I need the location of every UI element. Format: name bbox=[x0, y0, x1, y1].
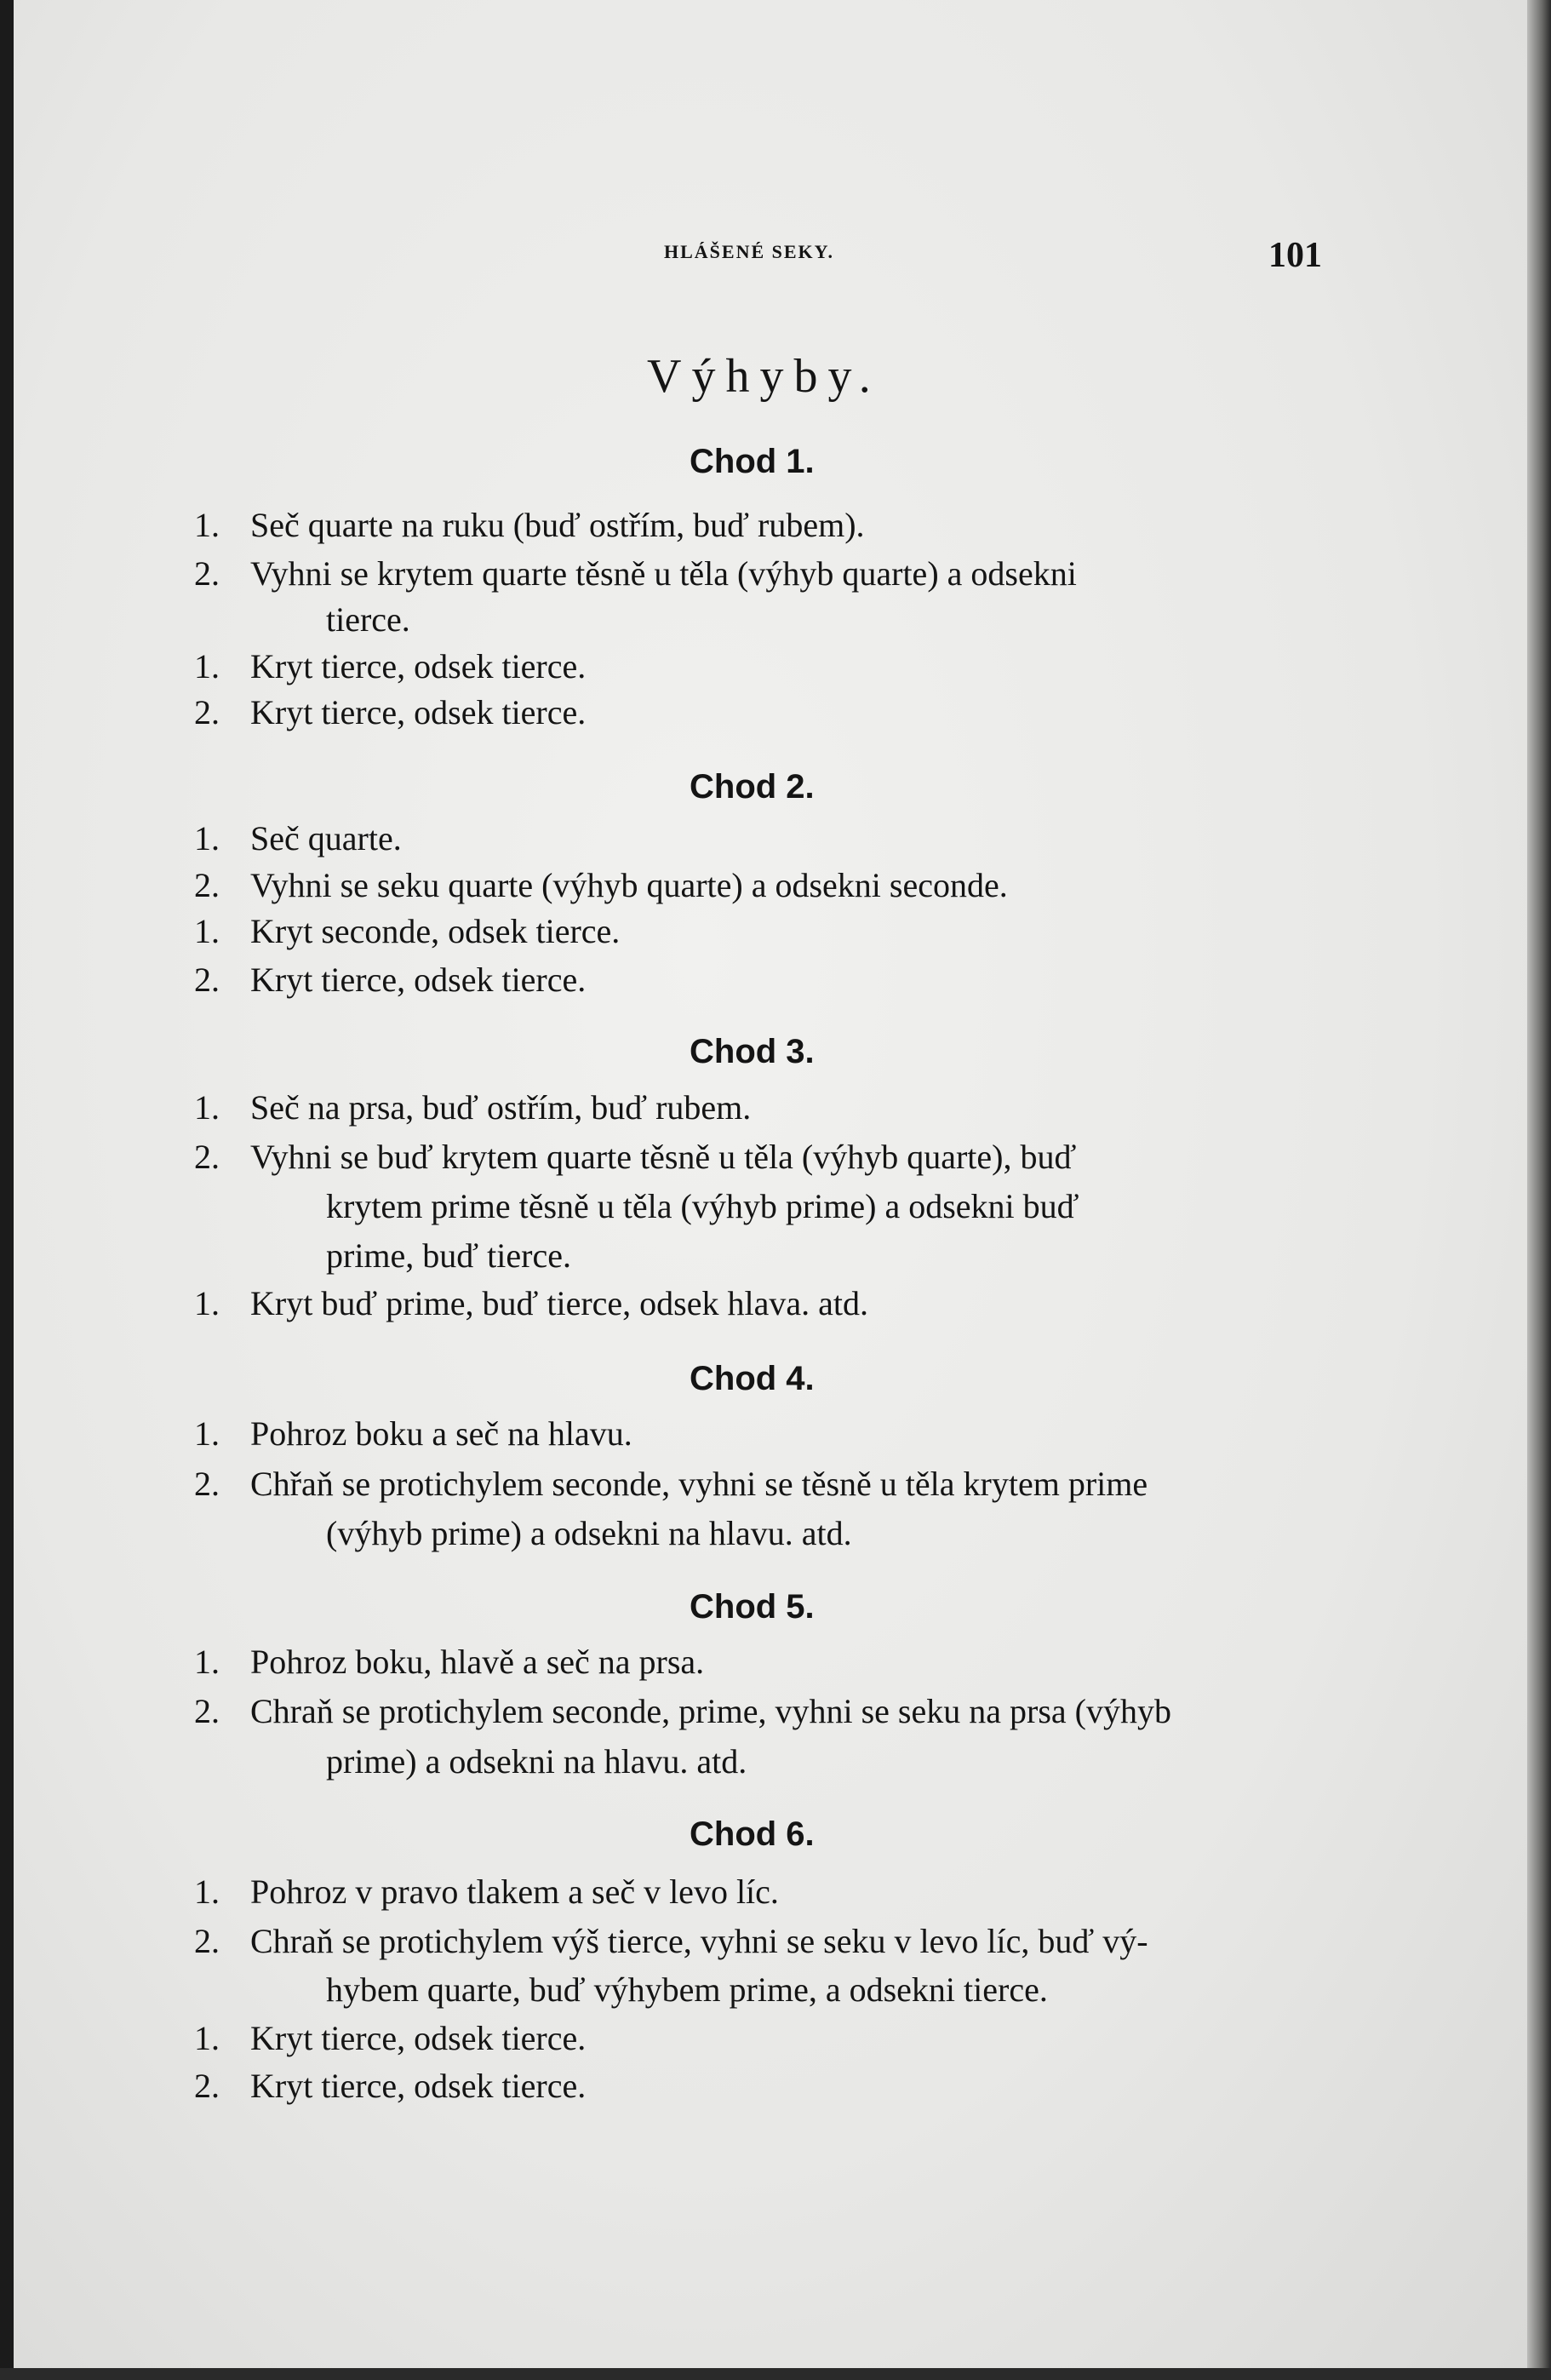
item-continuation: prime, buď tierce. bbox=[326, 1236, 571, 1275]
list-item bbox=[194, 1867, 1326, 1916]
page-left-edge bbox=[0, 0, 14, 2380]
list-item bbox=[194, 2014, 1326, 2062]
list-item bbox=[194, 861, 1326, 909]
item-continuation: krytem prime těsně u těla (výhyb prime) a odsekni buď bbox=[326, 1187, 1079, 1225]
chod-heading: Chod 3. bbox=[690, 1033, 815, 1070]
list-item bbox=[194, 1460, 1326, 1508]
item-text: Kryt tierce, odsek tierce. bbox=[250, 961, 587, 999]
item-number: 1. bbox=[194, 1643, 220, 1681]
chod-heading: Chod 4. bbox=[690, 1360, 815, 1397]
item-number: 1. bbox=[194, 2019, 220, 2057]
list-item bbox=[194, 642, 1326, 691]
item-number: 1. bbox=[194, 819, 220, 857]
item-number: 2. bbox=[194, 1692, 220, 1730]
item-number: 2. bbox=[194, 2067, 220, 2105]
item-number: 1. bbox=[194, 647, 220, 685]
list-item bbox=[194, 1637, 1326, 1686]
list-item bbox=[194, 1917, 1326, 1965]
item-number: 2. bbox=[194, 1465, 220, 1503]
item-number: 2. bbox=[194, 1138, 220, 1176]
item-number: 1. bbox=[194, 1088, 220, 1127]
chod-heading: Chod 5. bbox=[690, 1588, 815, 1626]
page-number: 101 bbox=[1268, 236, 1322, 275]
item-number: 1. bbox=[194, 912, 220, 950]
list-item bbox=[194, 2062, 1326, 2110]
item-text: Pohroz boku a seč na hlavu. bbox=[250, 1414, 632, 1453]
item-number: 2. bbox=[194, 866, 220, 904]
chod-heading: Chod 6. bbox=[690, 1815, 815, 1853]
item-continuation: hybem quarte, buď výhybem prime, a odsekni tierce. bbox=[326, 1970, 1048, 2009]
list-item bbox=[194, 955, 1326, 1004]
item-text: Pohroz v pravo tlakem a seč v levo líc. bbox=[250, 1872, 779, 1911]
item-number: 1. bbox=[194, 1284, 220, 1322]
item-text: Chraň se protichylem výš tierce, vyhni se seku v levo líc, buď vý- bbox=[250, 1922, 1148, 1960]
item-number: 2. bbox=[194, 1922, 220, 1960]
item-text: Chřaň se protichylem seconde, vyhni se těsně u těla krytem prime bbox=[250, 1465, 1148, 1503]
list-item bbox=[194, 1409, 1326, 1458]
list-item bbox=[194, 814, 1326, 863]
item-text: Kryt tierce, odsek tierce. bbox=[250, 2019, 587, 2057]
chod-heading: Chod 2. bbox=[690, 768, 815, 806]
list-item bbox=[194, 1279, 1326, 1328]
item-text: Seč quarte na ruku (buď ostřím, buď rubem). bbox=[250, 506, 865, 544]
item-text: Kryt seconde, odsek tierce. bbox=[250, 912, 621, 950]
item-number: 2. bbox=[194, 554, 220, 593]
list-item bbox=[194, 1133, 1326, 1181]
item-continuation: prime) a odsekni na hlavu. atd. bbox=[326, 1742, 747, 1781]
item-continuation: (výhyb prime) a odsekni na hlavu. atd. bbox=[326, 1514, 852, 1552]
item-text: Vyhni se buď krytem quarte těsně u těla (výhyb quarte), buď bbox=[250, 1138, 1077, 1176]
section-title: Výhyby. bbox=[647, 350, 881, 403]
item-number: 1. bbox=[194, 1414, 220, 1453]
running-title: HLÁŠENÉ SEKY. bbox=[664, 241, 835, 262]
page-right-edge bbox=[1527, 0, 1551, 2380]
item-text: Kryt tierce, odsek tierce. bbox=[250, 647, 587, 685]
list-item bbox=[194, 1687, 1326, 1735]
item-text: Kryt tierce, odsek tierce. bbox=[250, 693, 587, 731]
page-bottom-edge bbox=[0, 2368, 1551, 2380]
list-item bbox=[194, 907, 1326, 955]
item-text: Pohroz boku, hlavě a seč na prsa. bbox=[250, 1643, 705, 1681]
item-number: 2. bbox=[194, 961, 220, 999]
list-item bbox=[194, 501, 1326, 549]
item-continuation: tierce. bbox=[326, 600, 410, 639]
item-number: 1. bbox=[194, 1872, 220, 1911]
item-number: 1. bbox=[194, 506, 220, 544]
item-text: Vyhni se krytem quarte těsně u těla (výhyb quarte) a odsekni bbox=[250, 554, 1077, 593]
chod-heading: Chod 1. bbox=[690, 443, 815, 480]
list-item bbox=[194, 549, 1326, 598]
list-item bbox=[194, 688, 1326, 737]
list-item bbox=[194, 1083, 1326, 1132]
item-number: 2. bbox=[194, 693, 220, 731]
item-text: Seč quarte. bbox=[250, 819, 402, 857]
item-text: Seč na prsa, buď ostřím, buď rubem. bbox=[250, 1088, 752, 1127]
item-text: Kryt buď prime, buď tierce, odsek hlava. atd. bbox=[250, 1284, 868, 1322]
item-text: Vyhni se seku quarte (výhyb quarte) a odsekni seconde. bbox=[250, 866, 1008, 904]
item-text: Chraň se protichylem seconde, prime, vyhni se seku na prsa (výhyb bbox=[250, 1692, 1171, 1730]
item-text: Kryt tierce, odsek tierce. bbox=[250, 2067, 587, 2105]
